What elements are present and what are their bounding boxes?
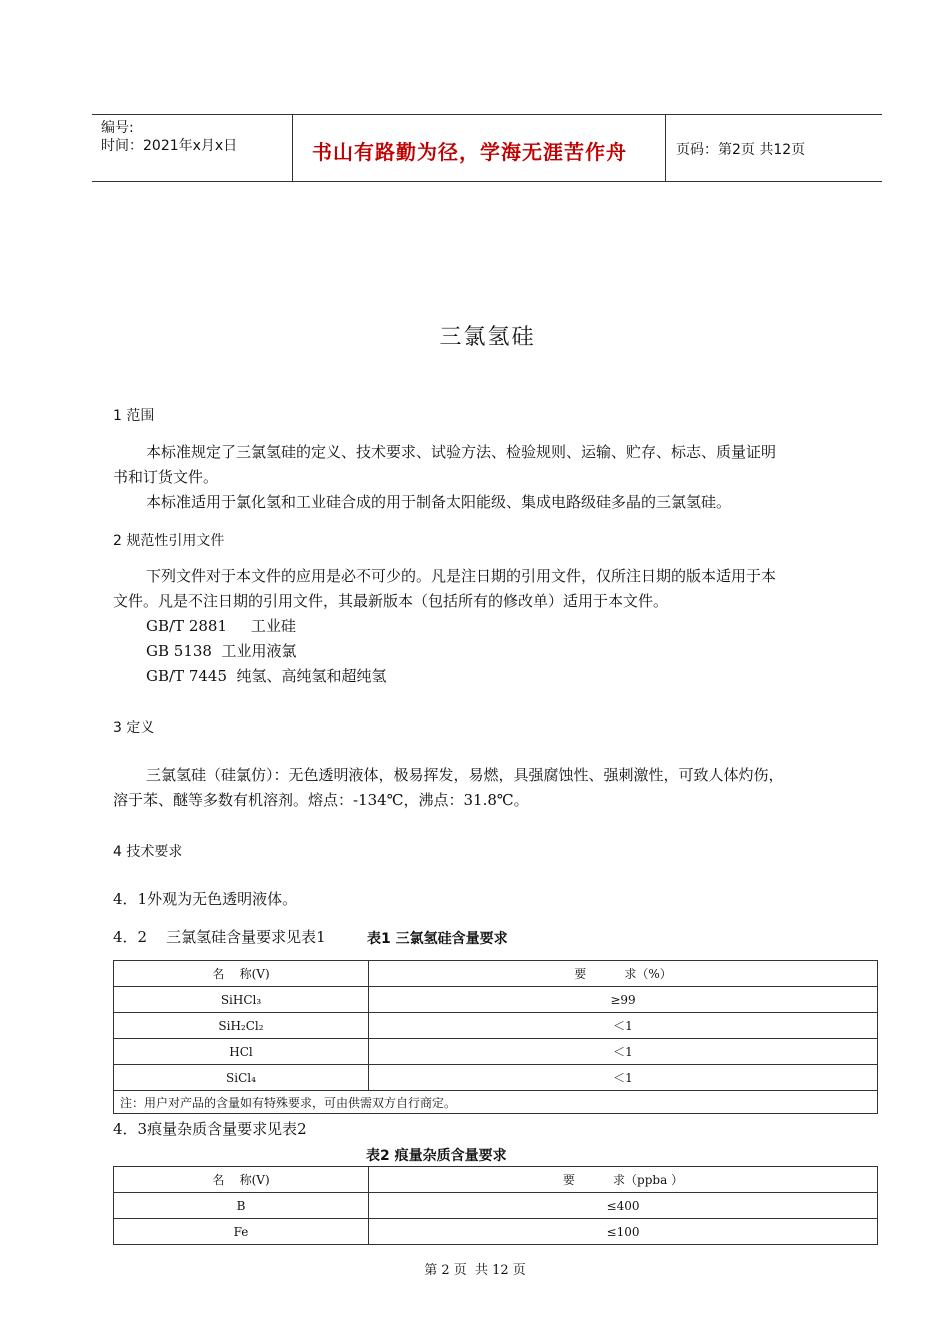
table-row [114,1013,878,1039]
table-cell: ＜1 [369,1039,878,1065]
section-1-heading: 1 范围 [113,408,155,424]
table-cell: ＜1 [369,1013,878,1039]
table-row [114,1193,878,1219]
table-header-cell: 要 求（ppba ） [369,1167,878,1193]
header-bottom-rule [92,181,882,182]
table-note-row [114,1091,878,1114]
table-header-cell: 要 求（%） [369,961,878,987]
header-top-rule [92,114,882,115]
table-header-cell: 名 称(V) [114,1167,369,1193]
section-2-paragraph-1-cont: 文件。凡是不注日期的引用文件，其最新版本（包括所有的修改单）适用于本文件。 [113,592,669,610]
table-cell: B [114,1193,369,1219]
table-cell: Fe [114,1219,369,1245]
table-row [114,1219,878,1245]
section-3-paragraph-1-cont: 溶于苯、醚等多数有机溶剂。熔点：-134℃，沸点：31.8℃。 [113,791,529,809]
header-divider-2 [665,114,666,181]
section-3-paragraph-1: 三氯氢硅（硅氯仿）：无色透明液体，极易挥发，易燃，具强腐蚀性、强刺激性，可致人体灼伤， [146,766,784,784]
serial-label: 编号: [101,120,134,136]
table-cell: SiCl₄ [114,1065,369,1091]
section-2-paragraph-1: 下列文件对于本文件的应用是必不可少的。凡是注日期的引用文件，仅所注日期的版本适用于本 [146,567,777,585]
header-divider-1 [292,114,293,181]
table-row [114,1065,878,1091]
table-note: 注：用户对产品的含量如有特殊要求，可由供需双方自行商定。 [114,1091,878,1114]
reference-item: GB/T 2881 工业硅 [146,617,296,635]
clause-4-2: 4．2 三氯氢硅含量要求见表1 [113,928,326,946]
table-row [114,987,878,1013]
table-cell: ≤100 [369,1219,878,1245]
section-2-heading: 2 规范性引用文件 [113,533,225,549]
table-cell: ＜1 [369,1065,878,1091]
page-label: 页码：第2页 共12页 [676,142,806,158]
date-label: 时间：2021年x月x日 [101,138,238,154]
page-footer: 第 2 页 共 12 页 [424,1263,526,1278]
table-cell: ≥99 [369,987,878,1013]
table-cell: ≤400 [369,1193,878,1219]
table-2-caption: 表2 痕量杂质含量要求 [366,1148,507,1164]
section-3-heading: 3 定义 [113,720,155,736]
clause-4-1: 4．1外观为无色透明液体。 [113,890,298,908]
section-1-paragraph-2: 本标准适用于氯化氢和工业硅合成的用于制备太阳能级、集成电路级硅多晶的三氯氢硅。 [146,493,732,511]
section-1-paragraph-1: 本标准规定了三氯氢硅的定义、技术要求、试验方法、检验规则、运输、贮存、标志、质量证明 [146,443,777,461]
table-cell: HCl [114,1039,369,1065]
table-2 [113,1166,878,1245]
table-cell: SiHCl₃ [114,987,369,1013]
section-4-heading: 4 技术要求 [113,844,183,860]
table-header-row [114,961,878,987]
table-cell: SiH₂Cl₂ [114,1013,369,1039]
clause-4-3: 4．3痕量杂质含量要求见表2 [113,1120,307,1138]
table-1-caption: 表1 三氯氢硅含量要求 [367,931,508,947]
section-1-paragraph-1-cont: 书和订货文件。 [113,468,219,486]
reference-item: GB/T 7445 纯氢、高纯氢和超纯氢 [146,667,387,685]
table-1 [113,960,878,1114]
reference-item: GB 5138 工业用液氯 [146,642,297,660]
table-row [114,1039,878,1065]
document-title: 三氯氢硅 [439,325,536,350]
motto: 书山有路勤为径，学海无涯苦作舟 [312,140,627,164]
table-header-row [114,1167,878,1193]
table-header-cell: 名 称(V) [114,961,369,987]
